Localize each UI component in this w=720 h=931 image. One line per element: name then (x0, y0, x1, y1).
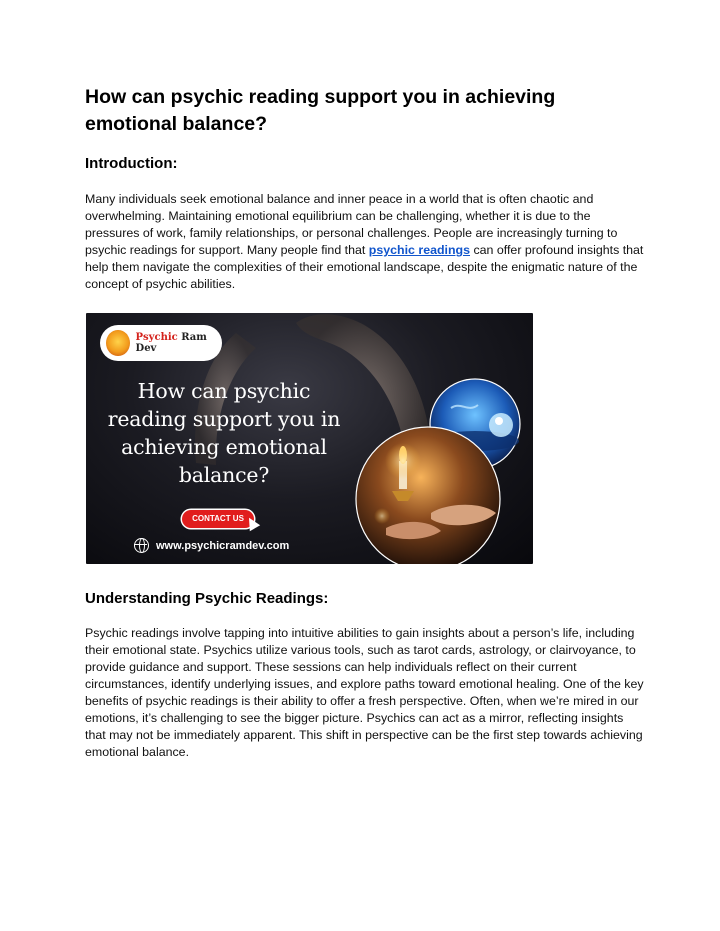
banner-website (134, 538, 289, 553)
logo-emblem-icon (106, 330, 130, 356)
section-heading-understanding: Understanding Psychic Readings: (85, 590, 329, 607)
banner-headline: How can psychic reading support you in achieving emotional balance? (107, 379, 341, 487)
psychic-readings-link[interactable]: psychic readings (368, 243, 471, 257)
logo-word-psychic: Psychic (135, 332, 178, 343)
intro-paragraph (85, 191, 645, 293)
intro-heading: Introduction: (85, 155, 178, 172)
logo-word-ramdev: Ram Dev (135, 332, 207, 354)
website-url: www.psychicramdev.com (156, 539, 290, 552)
page-title: How can psychic reading support you in achieving emotional balance? (85, 86, 556, 135)
intro-text-end: can offer profound insights that help them navigate the complexities of their emotional landscape, despite the enigmatic nature of the concept of psychic abilities. (85, 243, 644, 291)
psychic-ram-dev-logo (100, 325, 222, 361)
understanding-paragraph: Psychic readings involve tapping into intuitive abilities to gain insights about a person’s life, including their emotional state. Psychics utilize various tools, such as tarot cards, astrology, or clairvoyance, to provide guidance and support. These sessions can help individuals reflect on their current circumstances, identify underlying issues, and explore paths toward emotional healing. One of the key benefits of psychic readings is their ability to offer a fresh perspective. Often, when we’re mired in our emotions, it’s challenging to see the bigger picture. Psychics can act as a mirror, reflecting insights that may not be immediately apparent. This shift in perspective can be the first step towards achieving emotional balance. (85, 626, 644, 759)
globe-icon (134, 538, 149, 553)
contact-us-button: CONTACT US (182, 510, 254, 528)
logo-text (136, 332, 222, 354)
article-banner-image (86, 313, 533, 564)
intro-text-start: Many individuals seek emotional balance and inner peace in a world that is often chaotic and overwhelming. Maintaining emotional equilibrium can be challenging, whether it is due to the pressures of work, family relationships, or personal challenges. People are increasingly turning to psychic readings for support. Many people find that (85, 192, 618, 257)
